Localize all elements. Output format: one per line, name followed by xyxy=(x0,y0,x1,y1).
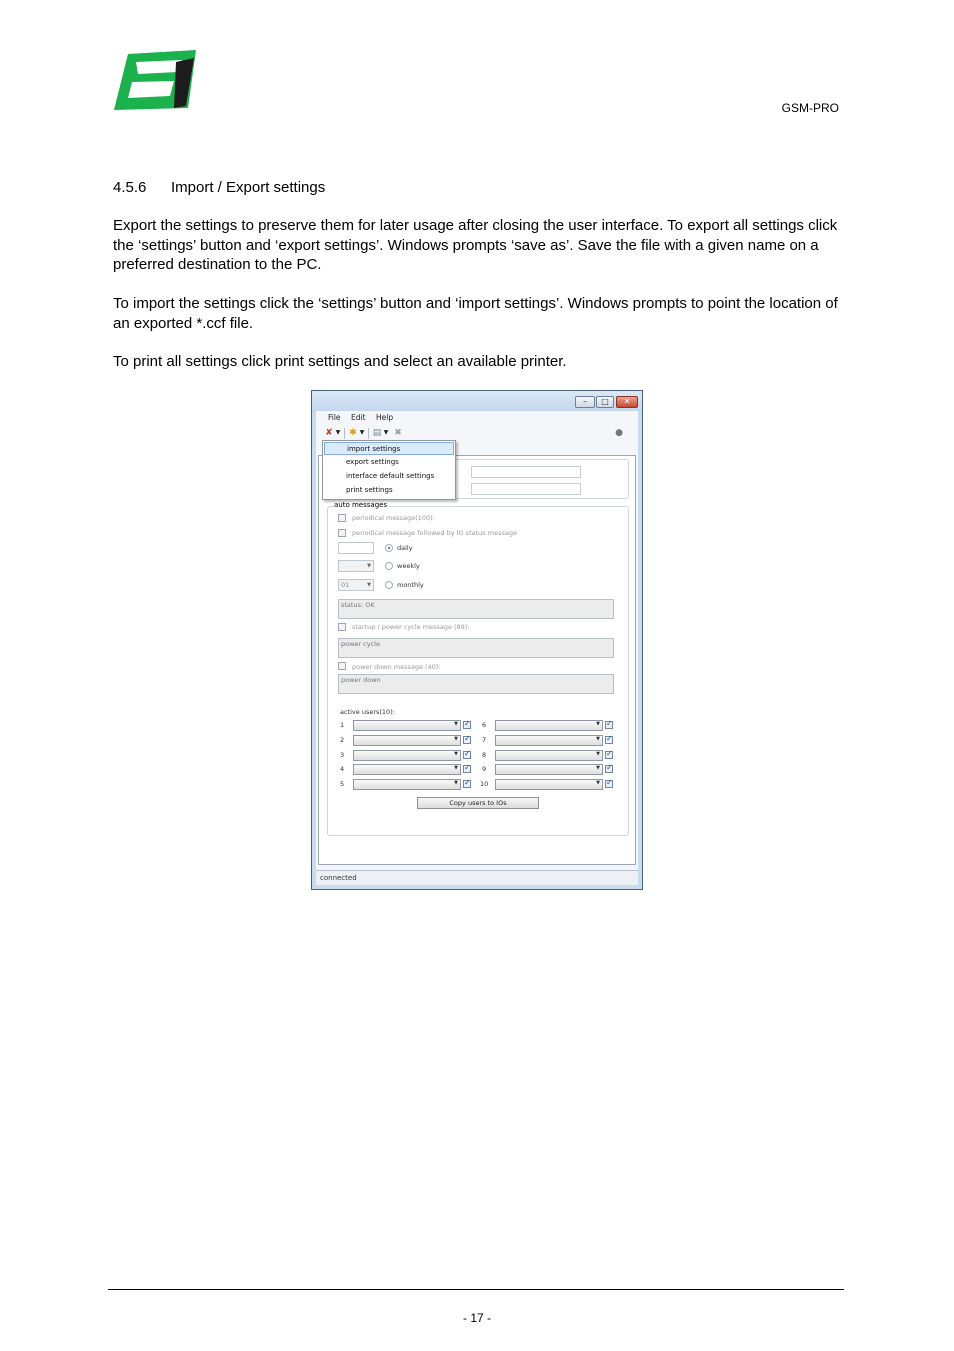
chevron-down-icon: ▼ xyxy=(596,751,600,757)
chevron-down-icon: ▼ xyxy=(454,736,458,742)
status-message-field[interactable]: status: OK xyxy=(338,599,614,619)
user-number: 7 xyxy=(482,736,487,744)
status-bar xyxy=(316,870,638,885)
monthly-radio[interactable] xyxy=(385,581,393,589)
user-select[interactable] xyxy=(495,720,603,731)
user-number: 1 xyxy=(340,721,345,729)
section-heading xyxy=(113,179,325,196)
text-field[interactable] xyxy=(471,466,581,478)
user-number: 8 xyxy=(482,751,487,759)
user-checkbox[interactable] xyxy=(605,736,613,744)
paragraph-export: Export the settings to preserve them for later usage after closing the user interface. To export all settings click the ‘settings’ button and ‘export settings’. Windows prompts ‘save as’. Save the file with a given name on a preferred destination to the PC. xyxy=(113,217,838,273)
connection-status: connected xyxy=(320,874,357,882)
paragraph-print: To print all settings click print settings and select an available printer. xyxy=(113,353,567,370)
chevron-down-icon: ▼ xyxy=(454,751,458,757)
user-checkbox[interactable] xyxy=(463,765,471,773)
toolbar-separator xyxy=(368,428,369,439)
auto-messages-group xyxy=(327,501,629,836)
startup-label: startup / power cycle message (89): xyxy=(352,623,470,631)
weekly-label: weekly xyxy=(397,562,420,570)
user-checkbox[interactable] xyxy=(463,751,471,759)
user-number: 4 xyxy=(340,765,345,773)
user-number: 5 xyxy=(340,780,345,788)
chevron-down-icon[interactable]: ▼ xyxy=(359,429,365,436)
disconnect-icon[interactable]: ✖ xyxy=(394,428,402,438)
user-select[interactable] xyxy=(353,735,461,746)
chevron-down-icon: ▼ xyxy=(454,780,458,786)
startup-checkbox[interactable] xyxy=(338,623,346,631)
periodical-label: periodical message(100): xyxy=(352,514,435,522)
active-users-label: active users(10): xyxy=(340,708,395,716)
user-select[interactable] xyxy=(495,779,603,790)
chevron-down-icon[interactable]: ▼ xyxy=(335,429,341,436)
time-input[interactable] xyxy=(338,542,374,554)
user-number: 10 xyxy=(480,780,489,788)
chevron-down-icon: ▼ xyxy=(454,765,458,771)
menu-item-export-settings[interactable]: export settings xyxy=(346,458,399,466)
connect-icon[interactable]: ✱ xyxy=(349,428,357,438)
menu-item-import-settings[interactable]: import settings xyxy=(324,442,454,455)
user-select[interactable] xyxy=(495,750,603,761)
day-select[interactable] xyxy=(338,579,374,591)
page-number: - 17 - xyxy=(462,1311,491,1325)
user-select[interactable] xyxy=(353,720,461,731)
maximize-button[interactable]: □ xyxy=(596,396,614,408)
device-icon[interactable]: ▤ xyxy=(372,428,382,438)
section-number: 4.5.6 xyxy=(113,179,147,196)
menu-item-interface-default-settings[interactable]: interface default settings xyxy=(346,472,435,480)
weekday-select[interactable] xyxy=(338,560,374,572)
user-checkbox[interactable] xyxy=(605,721,613,729)
day-value: 01 xyxy=(341,581,350,589)
user-checkbox[interactable] xyxy=(605,765,613,773)
daily-radio[interactable] xyxy=(385,544,393,552)
user-select[interactable] xyxy=(495,764,603,775)
copy-users-button[interactable]: Copy users to IOs xyxy=(417,797,539,809)
periodical-io-checkbox[interactable] xyxy=(338,529,346,537)
settings-tab-page xyxy=(318,455,636,865)
user-checkbox[interactable] xyxy=(605,780,613,788)
paragraph-import: To import the settings click the ‘settings’ button and ‘import settings’. Windows prompts to point the location of an exported *.ccf file. xyxy=(113,295,838,332)
menu-help[interactable]: Help xyxy=(376,413,394,422)
section-title: Import / Export settings xyxy=(171,179,326,196)
chevron-down-icon: ▼ xyxy=(454,721,458,727)
power-down-checkbox[interactable] xyxy=(338,662,346,670)
window-client xyxy=(316,411,638,885)
chevron-down-icon: ▼ xyxy=(596,765,600,771)
user-checkbox[interactable] xyxy=(463,736,471,744)
text-field[interactable] xyxy=(471,483,581,495)
chevron-down-icon: ▼ xyxy=(596,736,600,742)
daily-label: daily xyxy=(397,544,413,552)
power-down-label: power down message (40): xyxy=(352,663,441,671)
menu-file[interactable]: File xyxy=(328,413,341,422)
user-select[interactable] xyxy=(353,750,461,761)
user-checkbox[interactable] xyxy=(605,751,613,759)
chevron-down-icon: ▼ xyxy=(596,721,600,727)
close-button[interactable]: ✕ xyxy=(616,396,638,408)
document-name: GSM-PRO xyxy=(781,101,839,115)
toolbar xyxy=(316,425,638,441)
user-select[interactable] xyxy=(353,764,461,775)
user-checkbox[interactable] xyxy=(463,721,471,729)
title-bar xyxy=(312,391,642,411)
user-number: 3 xyxy=(340,751,345,759)
footer-divider xyxy=(108,1289,844,1290)
menu-edit[interactable]: Edit xyxy=(351,413,366,422)
power-cycle-field[interactable]: power cycle xyxy=(338,638,614,658)
user-number: 9 xyxy=(482,765,487,773)
toolbar-separator xyxy=(344,428,345,439)
settings-tool-icon[interactable]: ✘ xyxy=(325,428,333,438)
app-window-screenshot xyxy=(311,390,643,890)
user-select[interactable] xyxy=(495,735,603,746)
periodical-io-label: periodical message followed by IO status message xyxy=(352,529,517,537)
user-number: 2 xyxy=(340,736,345,744)
periodical-checkbox[interactable] xyxy=(338,514,346,522)
menu-bar xyxy=(316,411,638,424)
user-number: 6 xyxy=(482,721,487,729)
weekly-radio[interactable] xyxy=(385,562,393,570)
pin-icon[interactable]: ● xyxy=(615,428,623,438)
monthly-label: monthly xyxy=(397,581,424,589)
company-logo xyxy=(114,48,196,112)
power-down-field[interactable]: power down xyxy=(338,674,614,694)
chevron-down-icon: ▼ xyxy=(367,563,371,569)
user-checkbox[interactable] xyxy=(463,780,471,788)
chevron-down-icon: ▼ xyxy=(596,780,600,786)
chevron-down-icon: ▼ xyxy=(367,582,371,588)
settings-dropdown-menu xyxy=(322,440,456,500)
group-legend: auto messages xyxy=(334,501,388,509)
chevron-down-icon[interactable]: ▼ xyxy=(383,429,389,436)
menu-item-print-settings[interactable]: print settings xyxy=(346,486,393,494)
minimize-button[interactable]: – xyxy=(575,396,595,408)
user-select[interactable] xyxy=(353,779,461,790)
